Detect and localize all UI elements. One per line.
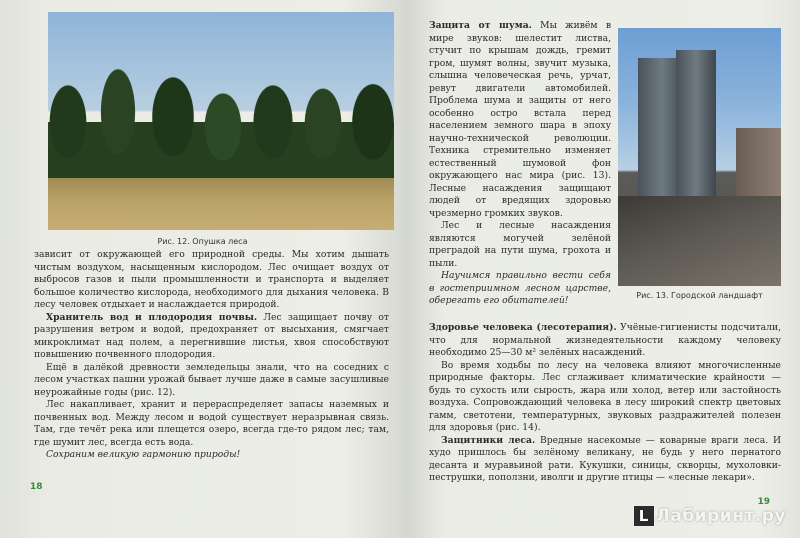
paragraph-health-body: Учёные-гигиенисты подсчитали, что для нормальной жизнедеятельности каждому человеку необходимо 25—30 м² зелёных насаждений. [429, 322, 781, 358]
paragraph-environment: зависит от окружающей его природной среды. Мы хотим дышать чистым воздухом, насыщенным кислородом. Лес очищает воздух от выбросов газов и пыли промышленности и транспорта и выделяет большое количество кислорода, необходимого для дыхания человека. В лесу человек отдыхает и наслаждается природой. [34, 249, 389, 310]
figure-13-caption: Рис. 13. Городской ландшафт [636, 291, 763, 300]
slogan-harmony-text: Сохраним великую гармонию природы! [46, 449, 241, 460]
slogan-behaviour [429, 270, 611, 308]
heading-defenders: Защитники леса. [441, 434, 536, 446]
site-watermark [634, 506, 786, 526]
paragraph-soil-body: Лес защищает почву от разрушения ветром и водой, предохраняет от высыхания, смягчает микроклимат над полем, а перегнившие листья, хвоя способствуют повышению почвенного плодородия. [34, 311, 389, 360]
paragraph-noise [429, 20, 611, 220]
paragraph-barrier: Лес и лесные насаждения являются могучей зелёной преградой на пути шума, грохота и пыли. [429, 220, 611, 269]
page-number-right: 19 [757, 497, 770, 507]
watermark-logo-icon: L [634, 506, 654, 526]
paragraph-noise-body: Мы живём в мире звуков: шелестит листва, стучит по крышам дождь, гремит гром, шумят волны, звучит музыка, слышна человеческая речь, урчат, ревут двигатели автомобилей. Проблема шума и защиты от него особенно остро встала перед населением земного шара в эпоху научно-технической революции. Техника стремительно изменяет естественный шумовой фон окружающего нас мира (рис. 13). Лесные насаждения защищают людей от вредящих здоровью чрезмерно громких звуков. [429, 20, 611, 219]
heading-soil: Хранитель вод и плодородия почвы. [46, 311, 258, 323]
heading-noise: Защита от шума. [429, 20, 532, 31]
forest-trees [48, 52, 394, 192]
page-number-left: 18 [30, 482, 43, 492]
left-page-text [34, 249, 389, 462]
noise-section [429, 20, 611, 308]
paragraph-defenders [429, 435, 781, 485]
city-street [618, 196, 781, 286]
right-page [405, 0, 800, 538]
city-landscape-photo [618, 28, 781, 286]
paragraph-defenders-body: Вредные насекомые — коварные враги леса. И худо пришлось бы зелёному великану, не будь у него пернатого десанта и муравьиной рати. Кукушки, синицы, скворцы, мухоловки-пеструшки, поползни, иволги и другие птицы — «лесные лекари». [429, 434, 781, 483]
paragraph-water: Лес накапливает, хранит и перераспределяет запасы наземных и почвенных вод. Между лесом и водой существует неразрывная связь. Там, где течёт река или плещется озеро, всегда где-то рядом лес; там, где шумит лес, всегда есть вода. [34, 399, 389, 448]
forest-edge-photo [48, 12, 394, 230]
paragraph-soil [34, 312, 389, 362]
heading-health: Здоровье человека (лесотерапия). [429, 322, 617, 333]
paragraph-walk: Во время ходьбы по лесу на человека влияют многочисленные природные факторы. Лес сглаживает климатические крайности — будь то сухость или сырость, жара или холод, ветер или застойность воздуха. Сопровождающий человека в лесу широкий спектр цветовых гамм, светотени, температурных, звуковых раздражителей полезен для здоровья (рис. 14). [429, 359, 781, 433]
field-grass [48, 178, 394, 230]
health-section [429, 322, 781, 485]
slogan-behaviour-text: Научимся правильно вести себя в гостеприимном лесном царстве, оберегать его обитателей! [429, 270, 611, 306]
watermark-text: Лабиринт.ру [655, 506, 786, 526]
paragraph-ancient: Ещё в далёкой древности земледельцы знали, что на соседних с лесом участках пашни урожай бывает лучше даже в самые засушливые неурожайные годы (рис. 12). [34, 361, 389, 398]
figure-12-caption: Рис. 12. Опушка леса [157, 237, 248, 246]
tower-building-tall [676, 50, 716, 210]
slogan-harmony [34, 449, 389, 462]
paragraph-health [429, 322, 781, 360]
